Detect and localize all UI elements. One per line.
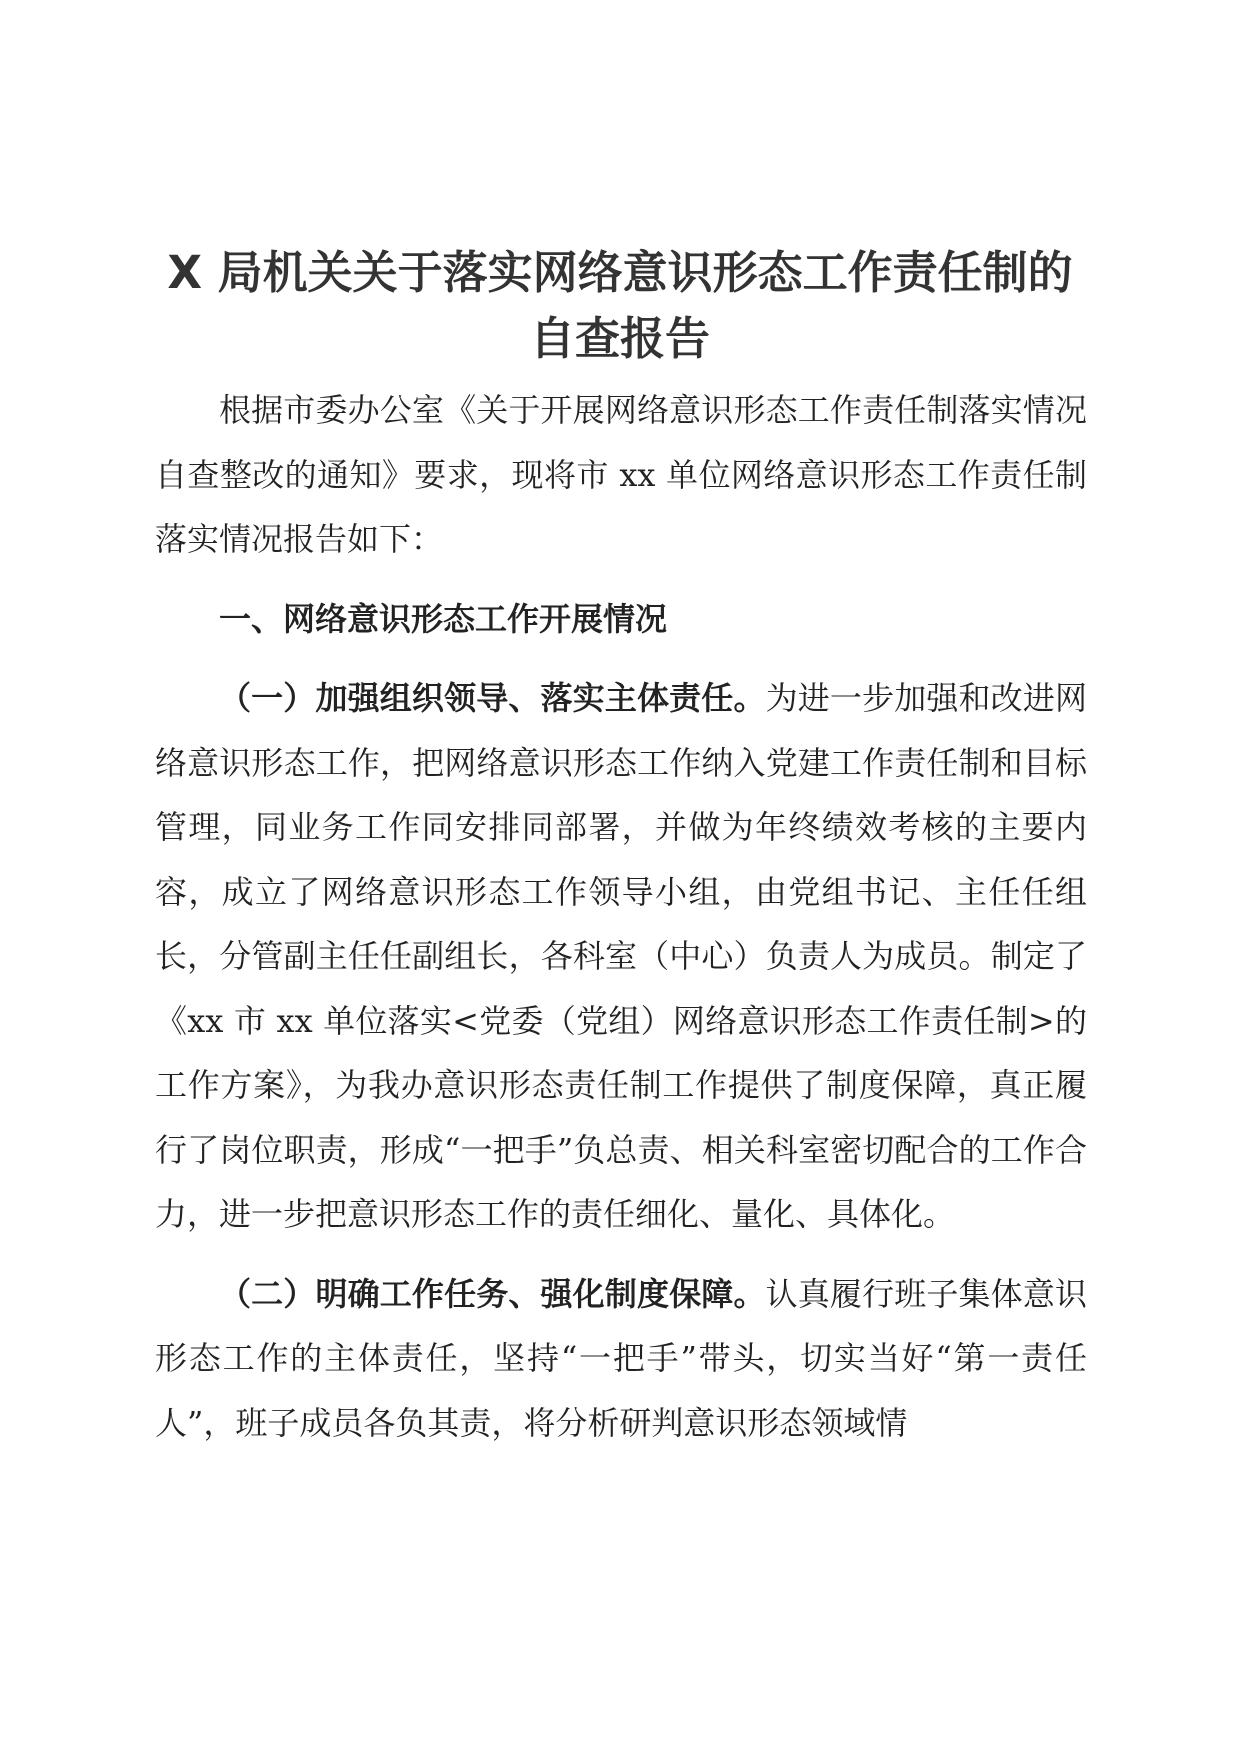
title-line-2: 自查报告 <box>529 312 710 365</box>
paragraph-item-1-lead: （一）加强组织领导、落实主体责任。 <box>219 679 766 717</box>
intro-paragraph: 根据市委办公室《关于开展网络意识形态工作责任制落实情况自查整改的通知》要求，现将市 xx 单位网络意识形态工作责任制落实情况报告如下： <box>155 391 1087 558</box>
section-heading: 一、网络意识形态工作开展情况 <box>219 599 668 638</box>
paragraph-item-2-text: 认真履行班子集体意识形态工作的主体责任，坚持“一把手”带头，切实当好“第一责任人”，班子成员各负其责，将分析研判意识形态领域情 <box>155 1274 1087 1442</box>
paragraph-item-1-text: 为进一步加强和改进网络意识形态工作，把网络意识形态工作纳入党建工作责任制和目标管理，同业务工作同安排同部署，并做为年终绩效考核的主要内容，成立了网络意识形态工作领导小组，由党组书记、主任任组长，分管副主任任副组长，各科室（中心）负责人为成员。制定了《xx 市 xx 单位落实<党委（党组）网络意识形态工作责任制>的工作方案》，为我办意识形态责任制工作提供了制度保障，真正履行了岗位职责，形成“一把手”负总责、相关科室密切配合的工作合力，进一步把意识形态工作的责任细化、量化、具体化。 <box>155 679 1087 1233</box>
paragraph-item-2-lead: （二）明确工作任务、强化制度保障。 <box>219 1274 766 1313</box>
document-body <box>155 378 1087 1455</box>
paragraph-item-1 <box>155 666 1087 1247</box>
paragraph-item-2 <box>155 1262 1087 1456</box>
title-line-1: X 局机关关于落实网络意识形态工作责任制的 <box>167 246 1073 299</box>
document-title <box>150 240 1090 372</box>
